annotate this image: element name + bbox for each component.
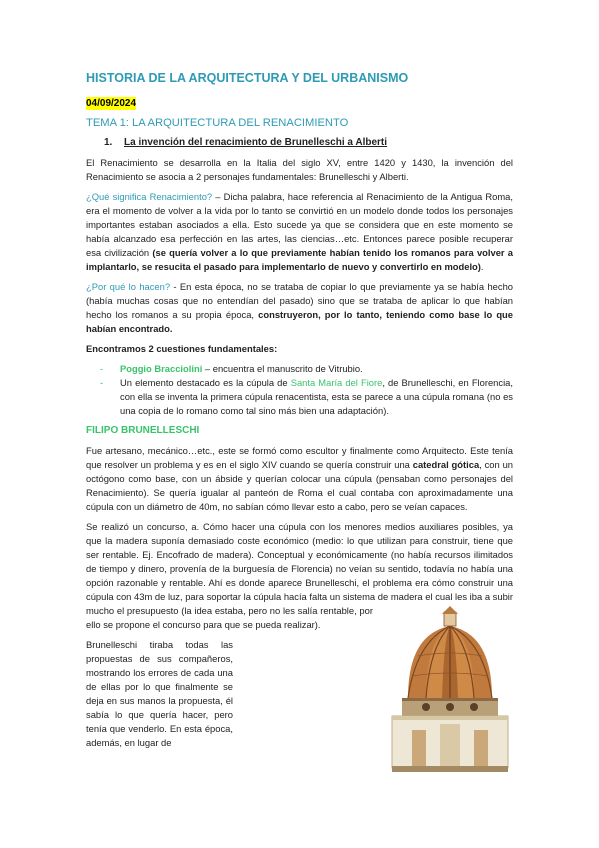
section-heading [86, 136, 513, 150]
topic-heading: TEMA 1: LA ARQUITECTURA DEL RENACIMIENTO [86, 117, 349, 129]
dash-bullet: - [100, 363, 104, 374]
paragraph-biography: Fue artesano, mecánico…etc., este se formó como escultor y finalmente como Arquitecto. Este tenía que resolver un problema y es en el siglo XIV cuando se quería construir una catedral gótica, con un octógono como base, con un ábside y querían colocar una cúpula (pensaban como personajes del Renacimiento). Se quería igualar al panteón de Roma el cual contaba con aproximadamente una cúpula con un diámetro de 40m, no sabían cómo llevar esto a cabo, pero se veían capaces. [86, 445, 514, 512]
paragraph-intro: El Renacimiento se desarrolla en la Italia del siglo XV, entre 1420 y 1430, la invención del Renacimiento se asocia a 2 personajes fundamentales: Brunelleschi y Alberti. [86, 157, 513, 182]
dash-bullet: - [100, 377, 104, 388]
paragraph-why: ¿Por qué lo hacen? - En esta época, no se trataba de copiar lo que previamente ya se había hecho (había muchas cosas que no entendían del pasado) sino que se trataba de aplicar lo que habían hecho los romanos a su propia época, construyeron, por lo tanto, teniendo como base lo que habían encontrado. [86, 281, 513, 334]
subheading-brunelleschi: FILIPO BRUNELLESCHI [86, 425, 200, 436]
paragraph-two-issues: Encontramos 2 cuestiones fundamentales: [86, 343, 278, 354]
question-why: ¿Por qué lo hacen? [86, 281, 171, 292]
paragraph-brunelleschi-proposals: Brunelleschi tiraba todas las propuestas de sus compañeros, mostrando los errores de cada una de ellas por lo que finalmente se deja en sus manos la propuesta, él sabía lo que quería hacer, pero tenía que venderlo. En esta época, además, en lugar de [86, 639, 233, 748]
list-item: - Un elemento destacado es la cúpula de Santa María del Fiore, de Brunelleschi, en Florencia, con ella se inventa la primera cúpula renacentista, esta se parece a una cúpula romana (no es una copia de lo romano como tal sino más bien una adaptación). [100, 377, 513, 416]
section-number: 1. [104, 137, 113, 148]
section-title: La invención del renacimiento de Brunelleschi a Alberti [124, 137, 388, 148]
paragraph-contest-part: Se realizó un concurso, a. Cómo hacer una cúpula con los menores medios auxiliares posibles, ya que la madera suponía demasiado coste económico (medio: lo que utilizan para construir, tiene que ser rentable. Ej. Encofrado de madera). Conceptual y económicamente (no había recursos ilimitados de tiempo y dinero, provenía de la burguesía de Florencia) no veían su sentido, todavía no había una opción razonable y rentable. Ahí es donde aparece Brunelleschi, el problema era cómo construir una cúpula con 43m de luz, para soportar la cúpula hacía falta un sistema de madera el cual les iba a subir mucho el presupuesto (la idea estaba, pero no les salía rentable, por ello se propone el concurso para que se pueda realizar). [86, 521, 513, 630]
document-date: 04/09/2024 [86, 98, 137, 109]
dome-model-icon [386, 606, 514, 776]
document-title: HISTORIA DE LA ARQUITECTURA Y DEL URBANISMO [86, 71, 409, 85]
issues-list [86, 362, 513, 418]
question-meaning: ¿Qué significa Renacimiento? [86, 191, 213, 202]
paragraph-meaning: ¿Qué significa Renacimiento? – Dicha palabra, hace referencia al Renacimiento de la Antigua Roma, era el momento de volver a la vida por lo tanto se convirtió en un modelo donde todos los personajes importantes estaban asociados a ella. Esto sucede ya que se considera que en este momento se había alcanzado esa perfección en las artes, las ciencias…etc. Entonces parece posible recuperar esa civilización (se quería volver a lo que previamente habían tenido los romanos para volver a implantarlo, se resucita el pasado para implementarlo de nuevo y convertirlo en modelo). [86, 191, 514, 272]
list-item: - Poggio Bracciolini – encuentra el manuscrito de Vitrubio. [100, 363, 363, 374]
